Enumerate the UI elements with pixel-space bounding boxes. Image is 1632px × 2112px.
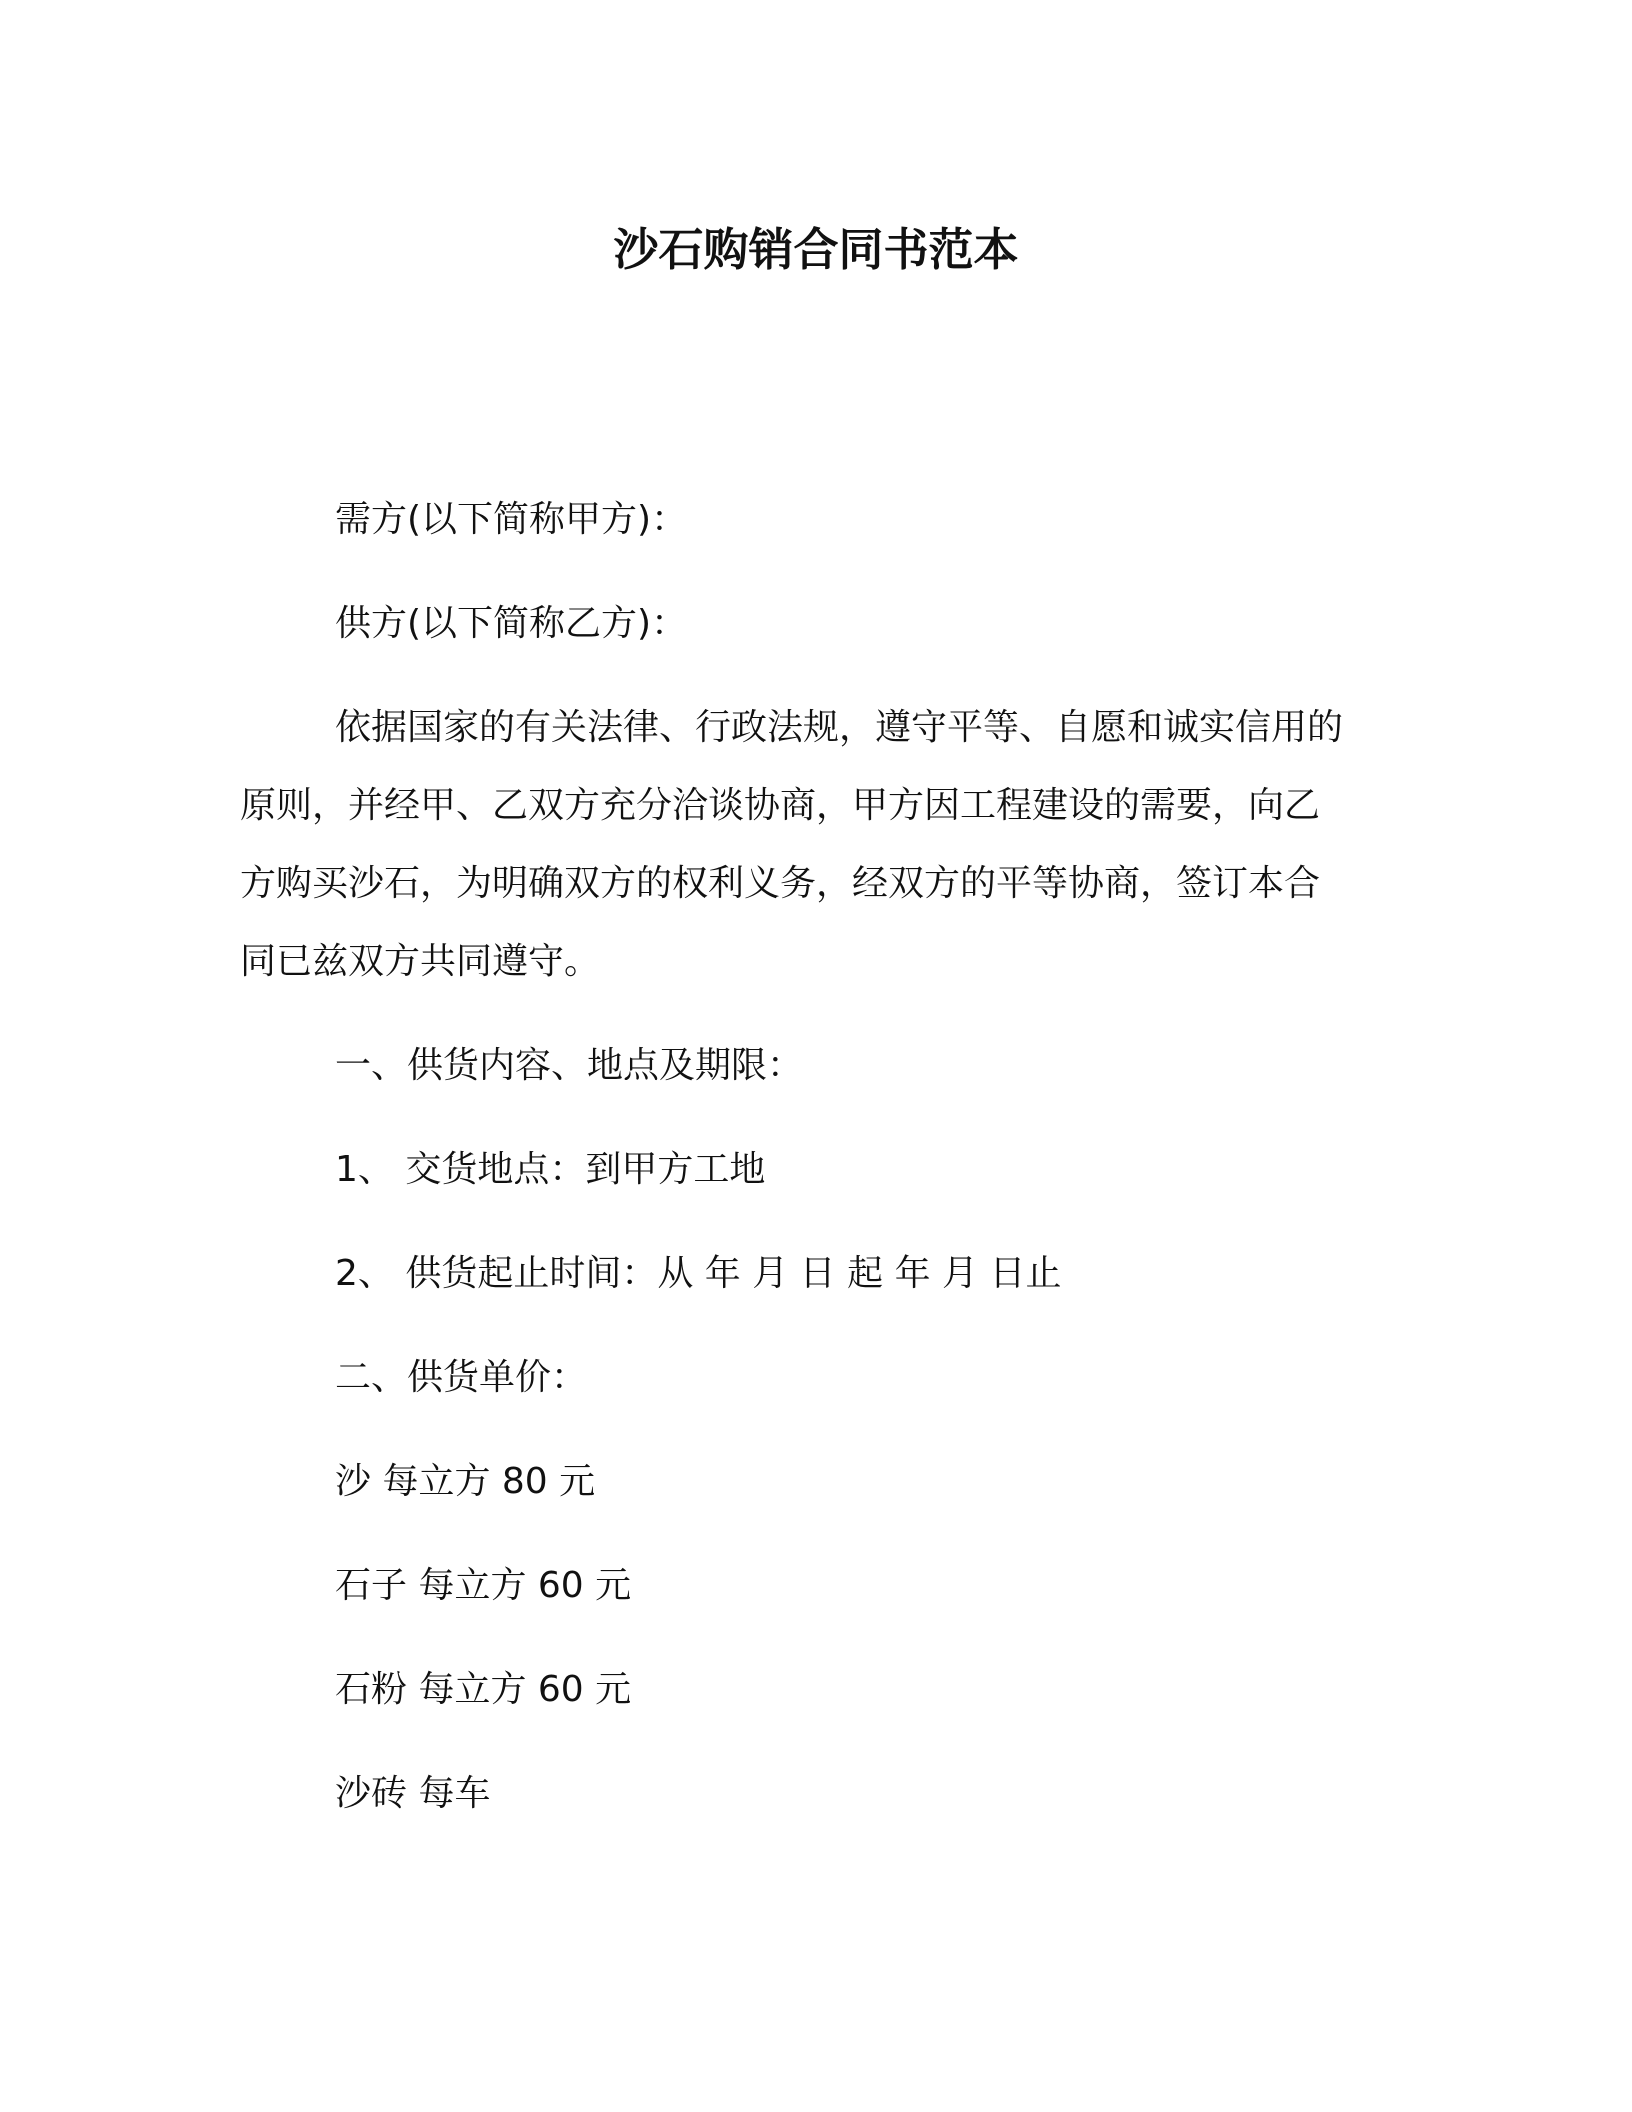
section1-heading: 一、供货内容、地点及期限： (335, 1045, 804, 1086)
price-line-stone-powder: 石粉 每立方 60 元 (335, 1669, 632, 1710)
preamble-line-1: 依据国家的有关法律、行政法规，遵守平等、自愿和诚实信用的 (335, 707, 1344, 748)
price-line-sand-brick: 沙砖 每车 (335, 1773, 491, 1814)
party-a-line: 需方(以下简称甲方)： (335, 499, 688, 540)
preamble-line-3: 方购买沙石，为明确双方的权利义务，经双方的平等协商，签订本合 (240, 863, 1321, 904)
price-line-sand: 沙 每立方 80 元 (335, 1461, 596, 1502)
party-b-line: 供方(以下简称乙方)： (335, 603, 688, 644)
preamble-line-4: 同已兹双方共同遵守。 (240, 941, 601, 982)
section1-item-1: 1、 交货地点：到甲方工地 (335, 1149, 766, 1190)
section2-heading: 二、供货单价： (335, 1357, 588, 1398)
preamble-line-2: 原则，并经甲、乙双方充分洽谈协商，甲方因工程建设的需要，向乙 (240, 785, 1321, 826)
document-title: 沙石购销合同书范本 (613, 223, 1019, 276)
section1-item-2: 2、 供货起止时间：从 年 月 日 起 年 月 日止 (335, 1253, 1062, 1294)
price-line-stone: 石子 每立方 60 元 (335, 1565, 632, 1606)
